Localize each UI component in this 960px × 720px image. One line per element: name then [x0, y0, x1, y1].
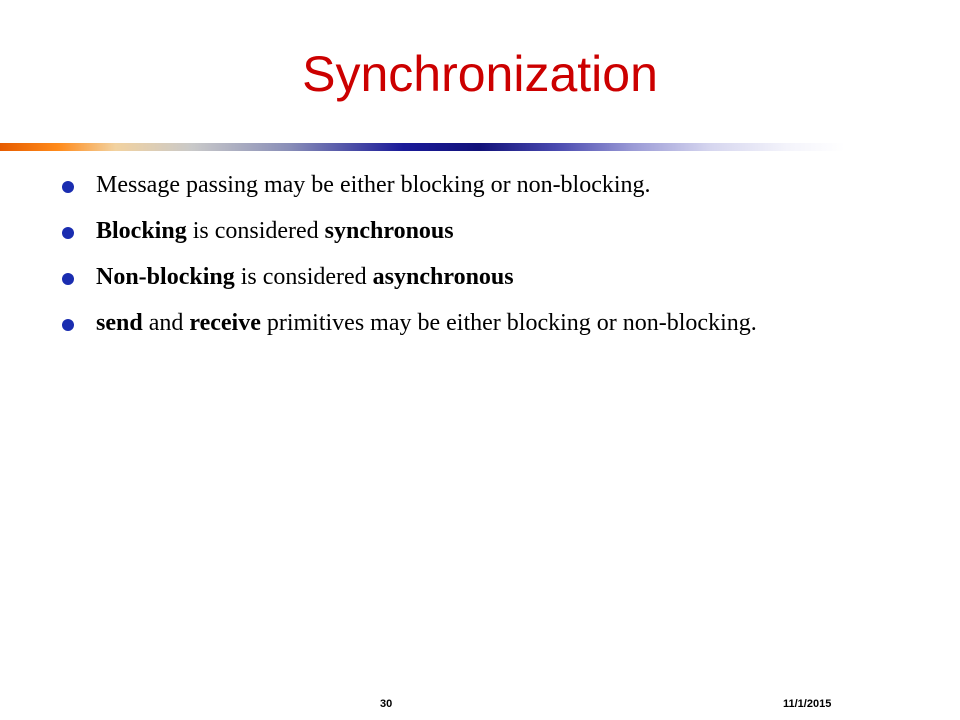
- bullet-bold-term: Blocking: [96, 218, 187, 244]
- bullet-text: is considered: [186, 218, 325, 244]
- bullet-dot-icon: [62, 319, 74, 331]
- bullet-text: Message passing may be either blocking or non-blocking.: [96, 172, 651, 198]
- bullet-dot-icon: [62, 227, 74, 239]
- bullet-bold-term: synchronous: [324, 218, 454, 244]
- bullet-text: is considered: [234, 264, 373, 290]
- bullet-item: [62, 262, 862, 293]
- bullet-text: and: [142, 310, 190, 336]
- title-divider: [0, 143, 960, 151]
- bullet-dot-icon: [62, 273, 74, 285]
- bullet-item: [62, 170, 862, 201]
- bullet-bold-term: send: [96, 310, 143, 336]
- bullet-item: [62, 216, 862, 247]
- slide-page-number: 30: [380, 698, 393, 710]
- slide-title: Synchronization: [302, 46, 658, 102]
- bullet-list: [62, 170, 862, 354]
- bullet-bold-term: receive: [189, 310, 261, 336]
- bullet-bold-term: Non-blocking: [96, 264, 235, 290]
- bullet-bold-term: asynchronous: [372, 264, 514, 290]
- bullet-item: [62, 308, 862, 339]
- bullet-text: primitives may be either blocking or non-blocking.: [260, 310, 757, 336]
- bullet-dot-icon: [62, 181, 74, 193]
- slide-date: 11/1/2015: [783, 698, 832, 710]
